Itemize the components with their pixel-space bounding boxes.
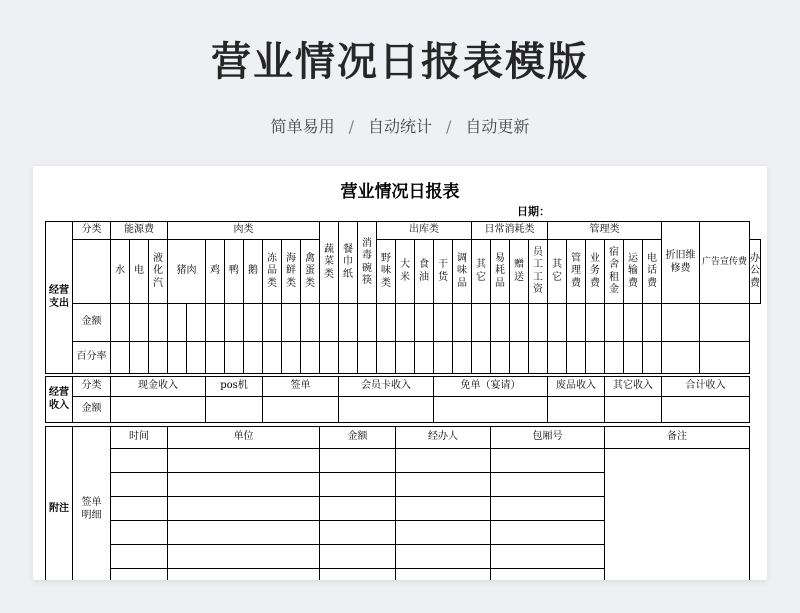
cell[interactable] [244,304,263,342]
cell[interactable] [168,545,320,569]
row-label-blank [73,240,111,304]
cell[interactable] [111,342,130,374]
col-room-no: 包厢号 [491,427,605,449]
cell[interactable] [624,304,643,342]
cell[interactable] [149,304,168,342]
col-gas: 液 化 汽 [149,240,168,304]
cell[interactable] [339,397,434,423]
cell[interactable] [168,342,187,374]
cell[interactable] [605,397,662,423]
cell[interactable] [320,497,396,521]
cell[interactable] [206,397,263,423]
col-scrap: 废品收入 [548,377,605,397]
col-ad: 广告宣传费 [700,222,750,304]
page-title: 营业情况日报表模版 [211,39,589,85]
cell[interactable] [453,304,472,342]
cell[interactable] [491,449,605,473]
cell[interactable] [111,569,168,581]
cell[interactable] [168,473,320,497]
cell[interactable] [491,545,605,569]
expense-percent-row [46,342,761,374]
col-cash: 现金收入 [111,377,206,397]
cell[interactable] [643,342,662,374]
cell[interactable] [548,304,567,342]
col-pos: pos机 [206,377,263,397]
cell[interactable] [491,304,510,342]
cell[interactable] [111,304,130,342]
col-pork: 猪肉 [168,240,206,304]
cell[interactable] [586,342,605,374]
cell[interactable] [453,342,472,374]
tag-separator: / [446,117,452,136]
cell[interactable] [168,569,320,581]
cell[interactable] [320,342,339,374]
cell[interactable] [168,521,320,545]
cell[interactable] [339,304,358,342]
tag-easy: 简单易用 [270,117,335,136]
cell[interactable] [282,304,301,342]
col-phone: 电 话 费 [643,240,662,304]
group-daily: 日常消耗类 [472,222,548,240]
row-label-fenlei: 分类 [73,377,111,397]
cell[interactable] [396,521,491,545]
cell[interactable] [434,304,453,342]
cell[interactable] [491,569,605,581]
cell[interactable] [396,304,415,342]
feature-tags [0,114,800,137]
col-rice: 大 米 [396,240,415,304]
col-duck: 鸭 [225,240,244,304]
group-energy: 能源费 [111,222,168,240]
cell[interactable] [605,342,624,374]
col-free-bill: 免单（宴请） [434,377,548,397]
remark-cell[interactable] [605,449,750,581]
income-amount-row [46,397,750,423]
cell[interactable] [130,342,149,374]
cell[interactable] [548,397,605,423]
col-wage: 员 工 工 资 [529,240,548,304]
cell[interactable] [510,304,529,342]
sign-detail-label: 签单 明细 [73,427,111,581]
group-outbound: 出库类 [377,222,472,240]
cell[interactable] [396,449,491,473]
cell[interactable] [320,569,396,581]
col-member-card: 会员卡收入 [339,377,434,397]
cell[interactable] [700,342,750,374]
col-game: 野 味 类 [377,240,396,304]
cell[interactable] [111,449,168,473]
group-meat: 肉类 [168,222,320,240]
cell[interactable] [111,473,168,497]
col-chicken: 鸡 [206,240,225,304]
cell[interactable] [111,521,168,545]
cell[interactable] [168,304,187,342]
col-frozen: 冻 品 类 [263,240,282,304]
income-table [45,376,750,423]
row-label-amount: 金额 [73,397,111,423]
cell[interactable] [700,304,750,342]
col-depreciation: 折旧维 修费 [662,222,700,304]
cell[interactable] [187,342,206,374]
tag-auto-stat: 自动统计 [367,117,432,136]
cell[interactable] [567,304,586,342]
cell[interactable] [263,342,282,374]
col-mgmt-fee: 管 理 费 [567,240,586,304]
col-transport: 运 输 费 [624,240,643,304]
section-notes-label: 附注 [46,427,73,581]
cell[interactable] [396,497,491,521]
cell[interactable] [206,304,225,342]
cell[interactable] [434,342,453,374]
col-unit: 单位 [168,427,320,449]
col-handler: 经办人 [396,427,491,449]
cell[interactable] [662,397,750,423]
col-dry: 干 货 [434,240,453,304]
cell[interactable] [320,473,396,497]
col-water: 水 [111,240,130,304]
group-manage: 管理类 [548,222,662,240]
cell[interactable] [396,342,415,374]
row-label-percent: 百分率 [73,342,111,374]
notes-table [45,426,750,580]
cell[interactable] [396,569,491,581]
cell[interactable] [548,342,567,374]
col-consumable: 易 耗 品 [491,240,510,304]
cell[interactable] [529,342,548,374]
cell[interactable] [111,545,168,569]
report-sheet [33,166,767,580]
cell[interactable] [168,497,320,521]
col-electric: 电 [130,240,149,304]
cell[interactable] [434,397,548,423]
section-expense-label: 经营 支出 [46,222,73,374]
cell[interactable] [320,304,339,342]
cell[interactable] [358,304,377,342]
cell[interactable] [491,521,605,545]
col-gift: 赠 送 [510,240,529,304]
cell[interactable] [225,342,244,374]
col-oil: 食 油 [415,240,434,304]
cell[interactable] [491,497,605,521]
cell[interactable] [415,342,434,374]
col-biz-fee: 业 务 费 [586,240,605,304]
tag-auto-update: 自动更新 [465,117,530,136]
cell[interactable] [206,342,225,374]
col-other-income: 其它收入 [605,377,662,397]
col-remark: 备注 [605,427,750,449]
col-egg: 禽 蛋 类 [301,240,320,304]
cell[interactable] [662,342,700,374]
col-napkin: 餐 巾 纸 [339,222,358,304]
cell[interactable] [149,342,168,374]
col-other-daily: 其 它 [548,240,567,304]
cell[interactable] [301,304,320,342]
cell[interactable] [301,342,320,374]
cell[interactable] [111,497,168,521]
cell[interactable] [320,545,396,569]
cell[interactable] [529,304,548,342]
col-other-outbound: 其 它 [472,240,491,304]
cell[interactable] [320,521,396,545]
cell[interactable] [244,342,263,374]
col-goose: 鹅 [244,240,263,304]
cell[interactable] [320,449,396,473]
cell[interactable] [225,304,244,342]
tag-separator: / [348,117,354,136]
date-label: 日期： [517,205,550,218]
row-label-fenlei: 分类 [73,222,111,240]
cell[interactable] [187,304,206,342]
cell[interactable] [605,304,624,342]
cell[interactable] [624,342,643,374]
expense-table [45,221,761,374]
section-income-label: 经营 收入 [46,377,73,423]
col-seasoning: 调 味 品 [453,240,472,304]
col-total-income: 合计收入 [662,377,750,397]
col-dish: 消 毒 碗 筷 [358,222,377,304]
cell[interactable] [491,473,605,497]
cell[interactable] [111,397,206,423]
col-amount: 金额 [320,427,396,449]
cell[interactable] [168,449,320,473]
expense-amount-row [46,304,761,342]
cell[interactable] [396,473,491,497]
cell[interactable] [377,342,396,374]
cell[interactable] [643,304,662,342]
cell[interactable] [662,304,700,342]
cell[interactable] [491,342,510,374]
cell[interactable] [263,304,282,342]
cell[interactable] [472,304,491,342]
col-dorm: 宿 舍 租 金 [605,240,624,304]
cell[interactable] [567,342,586,374]
table-row [46,449,750,473]
row-label-amount: 金额 [73,304,111,342]
cell[interactable] [339,342,358,374]
cell[interactable] [586,304,605,342]
cell[interactable] [130,304,149,342]
col-seafood: 海 鲜 类 [282,240,301,304]
cell[interactable] [377,304,396,342]
cell[interactable] [472,342,491,374]
cell[interactable] [358,342,377,374]
col-sign-bill: 签单 [263,377,339,397]
cell[interactable] [282,342,301,374]
col-office: 办 公 费 [750,240,761,304]
col-time: 时间 [111,427,168,449]
sheet-title: 营业情况日报表 [340,182,460,202]
cell[interactable] [263,397,339,423]
cell[interactable] [415,304,434,342]
cell[interactable] [396,545,491,569]
col-veg: 蔬 菜 类 [320,222,339,304]
cell[interactable] [510,342,529,374]
